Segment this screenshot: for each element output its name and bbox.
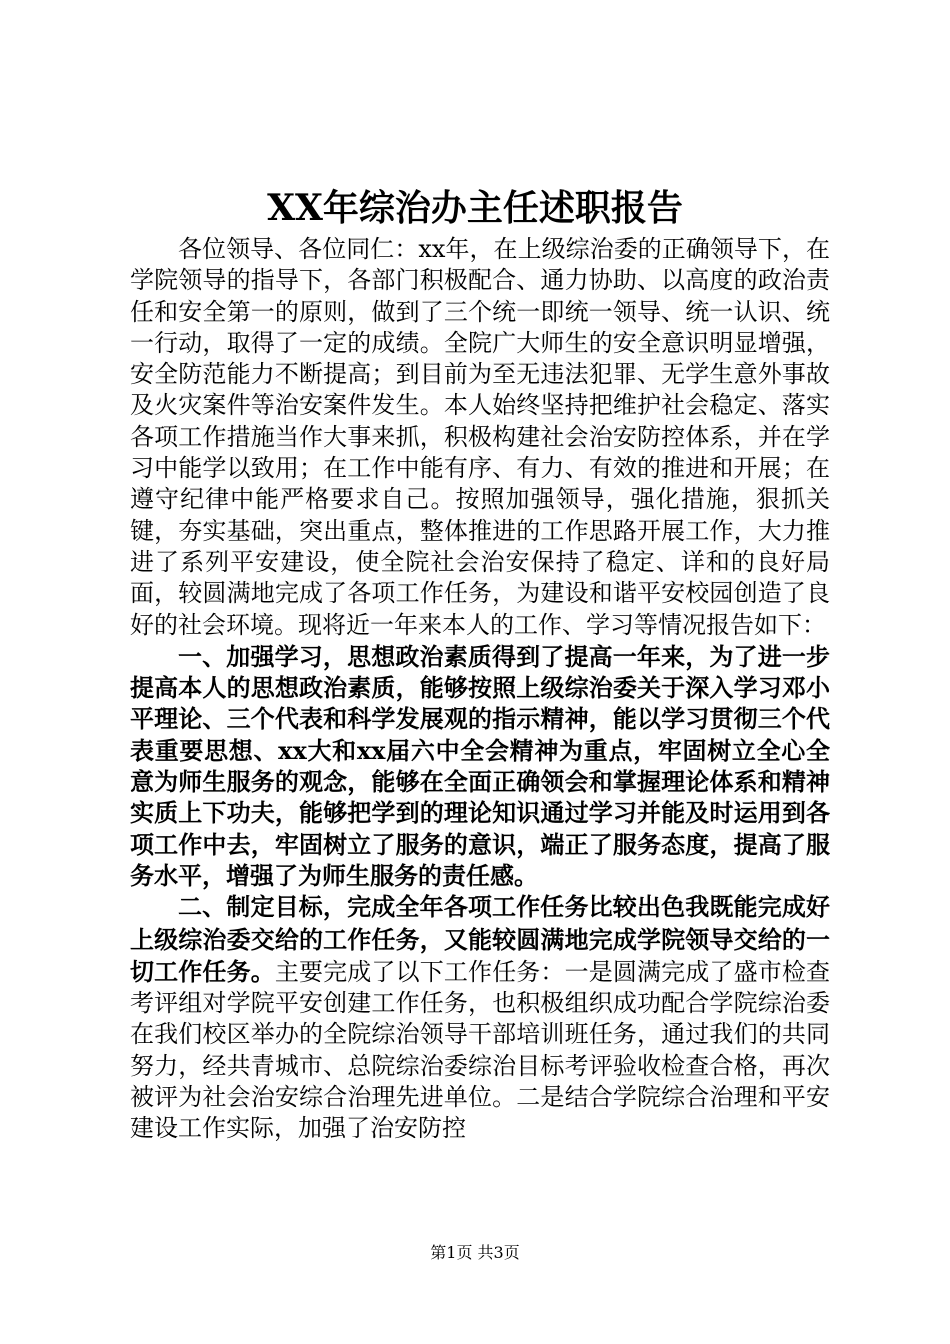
paragraph-section-one: 一、加强学习，思想政治素质得到了提高一年来，为了进一步提高本人的思想政治素质，能够按照上级综治委关于深入学习邓小平理论、三个代表和科学发展观的指示精神，能以学习贯彻三个代表重要思想、xx大和xx届六中全会精神为重点，牢固树立全心全意为师生服务的观念，能够在全面正确领会和掌握理论体系和精神实质上下功夫，能够把学到的理论知识通过学习并能及时运用到各项工作中去，牢固树立了服务的意识，端正了服务态度，提高了服务水平，增强了为师生服务的责任感。	[130, 641, 830, 890]
page-number-footer: 第1页 共3页	[430, 1243, 520, 1262]
document-title: XX年综治办主任述职报告	[267, 187, 683, 229]
section-two-text: 主要完成了以下工作任务：一是圆满完成了盛市检查考评组对学院平安创建工作任务，也积极组织成功配合学院综治委在我们校区举办的全院综治领导干部培训班任务，通过我们的共同努力，经共青城市、总院综治委综治目标考评验收检查合格，再次被评为社会治安综合治理先进单位。二是结合学院综合治理和平安建设工作实际，加强了治安防控	[130, 957, 831, 1143]
document-body	[130, 234, 830, 1145]
paragraph-intro: 各位领导、各位同仁：xx年，在上级综治委的正确领导下，在学院领导的指导下，各部门积极配合、通力协助、以高度的政治责任和安全第一的原则，做到了三个统一即统一领导、统一认识、统一行动，取得了一定的成绩。全院广大师生的安全意识明显增强，安全防范能力不断提高；到目前为至无违法犯罪、无学生意外事故及火灾案件等治安案件发生。本人始终坚持把维护社会稳定、落实各项工作措施当作大事来抓，积极构建社会治安防控体系，并在学习中能学以致用；在工作中能有序、有力、有效的推进和开展；在遵守纪律中能严格要求自己。按照加强领导，强化措施，狠抓关键，夯实基础，突出重点，整体推进的工作思路开展工作，大力推进了系列平安建设，使全院社会治安保持了稳定、详和的良好局面，较圆满地完成了各项工作任务，为建设和谐平安校园创造了良好的社会环境。现将近一年来本人的工作、学习等情况报告如下：	[130, 235, 830, 639]
section-two-heading: 二、制定目标，完成全年各项工作任务比较出色我既能完成好上级综治委交给的工作任务，又能较圆满地完成学院领导交给的一切工作任务。	[130, 892, 830, 986]
paragraph-section-two	[130, 891, 830, 1144]
